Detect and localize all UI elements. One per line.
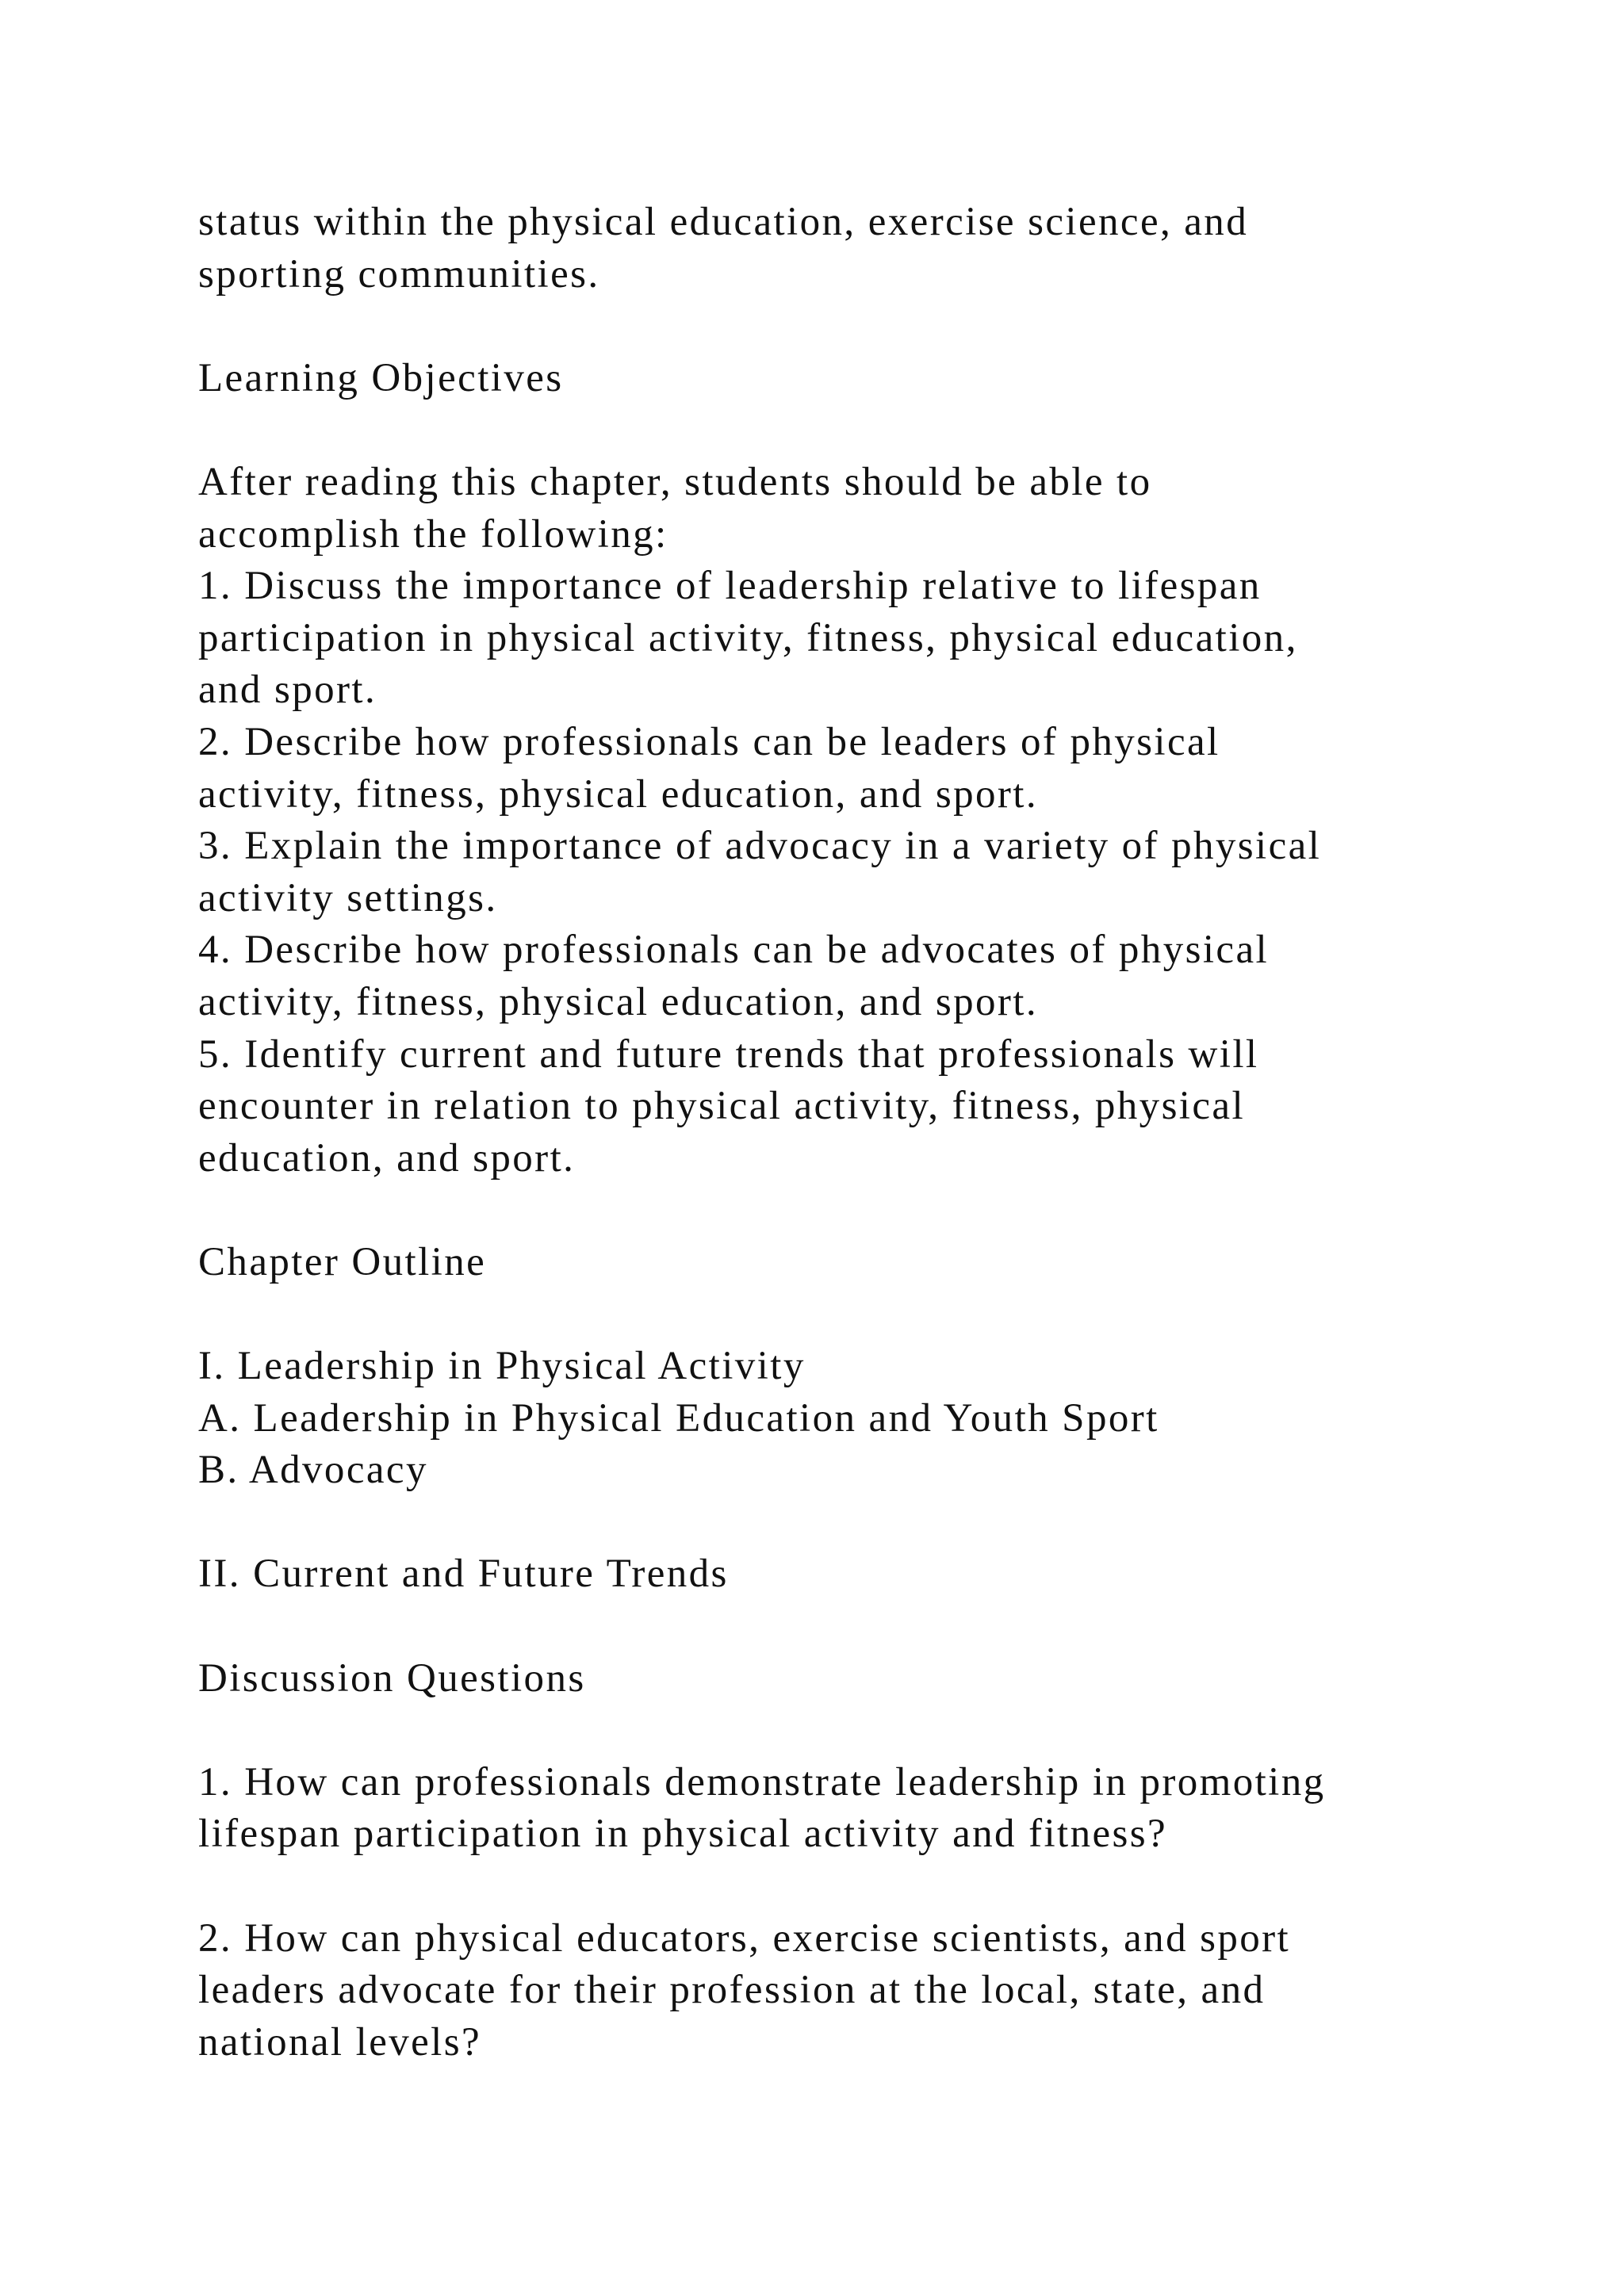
intro-paragraph (198, 197, 1546, 300)
list-item-line: activity settings. (198, 875, 498, 920)
text-line: lifespan participation in physical activity and fitness? (198, 1812, 1168, 1857)
outline-item: B. Advocacy (198, 1448, 428, 1493)
learning-objectives-heading: Learning Objectives (198, 355, 564, 400)
paragraph-spacer (198, 1184, 1546, 1237)
list-item-line: 3. Explain the importance of advocacy in a variety of physical (198, 824, 1322, 869)
paragraph-spacer (198, 1601, 1546, 1653)
list-item-line: and sport. (198, 668, 377, 713)
chapter-outline-heading: Chapter Outline (198, 1239, 487, 1284)
text-line: 2. How can physical educators, exercise scientists, and sport (198, 1915, 1291, 1961)
text-line: national levels? (198, 2019, 482, 2064)
discussion-question-one (198, 1757, 1546, 1861)
outline-section-two (198, 1548, 1546, 1601)
list-item-line: education, and sport. (198, 1135, 576, 1181)
text-line: 1. How can professionals demonstrate leadership in promoting (198, 1759, 1326, 1804)
paragraph-spacer (198, 1288, 1546, 1341)
text-line: sporting communities. (198, 251, 600, 297)
paragraph-spacer (198, 1497, 1546, 1549)
paragraph-spacer (198, 1861, 1546, 1913)
text-line: accomplish the following: (198, 511, 668, 557)
list-item-line: 1. Discuss the importance of leadership relative to lifespan (198, 564, 1262, 609)
learning-objectives-list (198, 561, 1546, 1184)
list-item-line: 5. Identify current and future trends that professionals will (198, 1031, 1259, 1077)
discussion-questions-heading: Discussion Questions (198, 1655, 586, 1701)
list-item-line: activity, fitness, physical education, and sport. (198, 979, 1038, 1024)
outline-item: II. Current and Future Trends (198, 1552, 729, 1597)
outline-item: A. Leadership in Physical Education and Youth Sport (198, 1395, 1159, 1441)
list-item-line: participation in physical activity, fitness, physical education, (198, 615, 1298, 660)
paragraph-spacer (198, 300, 1546, 353)
paragraph-spacer (198, 1705, 1546, 1757)
list-item-line: encounter in relation to physical activity, fitness, physical (198, 1084, 1246, 1129)
document-body (198, 197, 1546, 2068)
list-item-line: 2. Describe how professionals can be leaders of physical (198, 719, 1220, 764)
paragraph-spacer (198, 404, 1546, 457)
list-item-line: activity, fitness, physical education, and sport. (198, 771, 1038, 817)
outline-section-one (198, 1341, 1546, 1497)
text-line: leaders advocate for their profession at the local, state, and (198, 1968, 1266, 2013)
outline-item: I. Leadership in Physical Activity (198, 1344, 806, 1389)
discussion-question-two (198, 1913, 1546, 2069)
learning-objectives-lead (198, 457, 1546, 561)
text-line: After reading this chapter, students should be able to (198, 459, 1152, 504)
text-line: status within the physical education, exercise science, and (198, 200, 1249, 244)
list-item-line: 4. Describe how professionals can be advocates of physical (198, 928, 1270, 973)
